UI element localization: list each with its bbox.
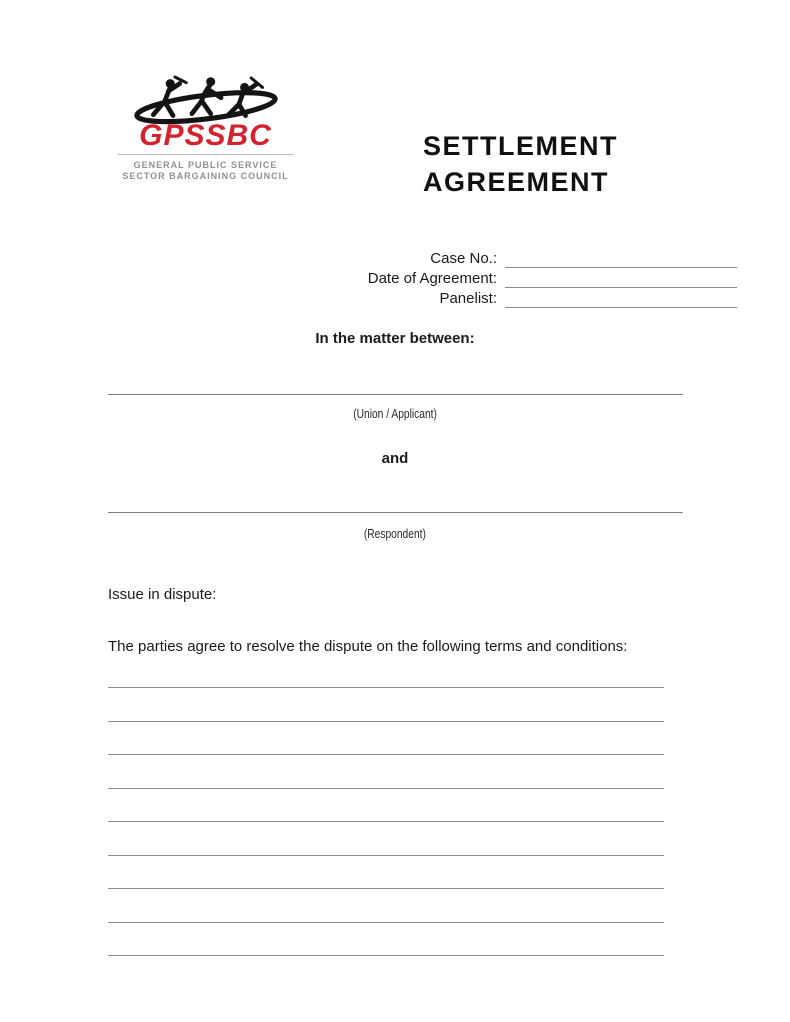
terms-writing-line [108,687,664,721]
panelist-fill-line [505,290,737,308]
case-number-row [310,248,737,268]
issue-in-dispute-label: Issue in dispute: [108,586,217,603]
logo-org-line1: GENERAL PUBLIC SERVICE [133,160,278,170]
logo-divider [118,154,293,155]
matter-heading: In the matter between: [315,330,475,347]
applicant-caption-text: (Union / Applicant) [353,407,437,421]
case-number-fill-line [505,250,737,268]
terms-writing-line [108,788,664,822]
conjunction-and: and [381,450,409,467]
gpssbc-logo [118,75,293,182]
page-title-line2: AGREEMENT [423,167,610,197]
applicant-caption [0,407,790,421]
terms-writing-line [108,922,664,956]
case-number-label: Case No.: [430,250,497,267]
terms-writing-line [108,855,664,889]
panelist-row [310,288,737,308]
terms-writing-line [108,955,664,989]
logo-org-line2: SECTOR BARGAINING COUNCIL [122,171,289,181]
agreement-date-row [310,268,737,288]
respondent-fill-line [108,512,683,513]
terms-intro-text: The parties agree to resolve the dispute on the following terms and conditions: [108,638,628,655]
case-fields [310,248,737,308]
respondent-caption-text: (Respondent) [363,527,427,541]
terms-writing-line [108,754,664,788]
applicant-fill-line [108,394,683,395]
terms-writing-line [108,888,664,922]
agreement-date-label: Date of Agreement: [367,270,497,287]
agreement-date-fill-line [505,270,737,288]
panelist-label: Panelist: [439,290,497,307]
terms-writing-line [108,721,664,755]
page-title [423,128,618,200]
terms-writing-lines [108,687,664,989]
terms-writing-line [108,821,664,855]
page-title-line1: SETTLEMENT [423,131,618,161]
logo-acronym: GPSSBC [139,119,272,152]
respondent-caption [0,527,790,541]
